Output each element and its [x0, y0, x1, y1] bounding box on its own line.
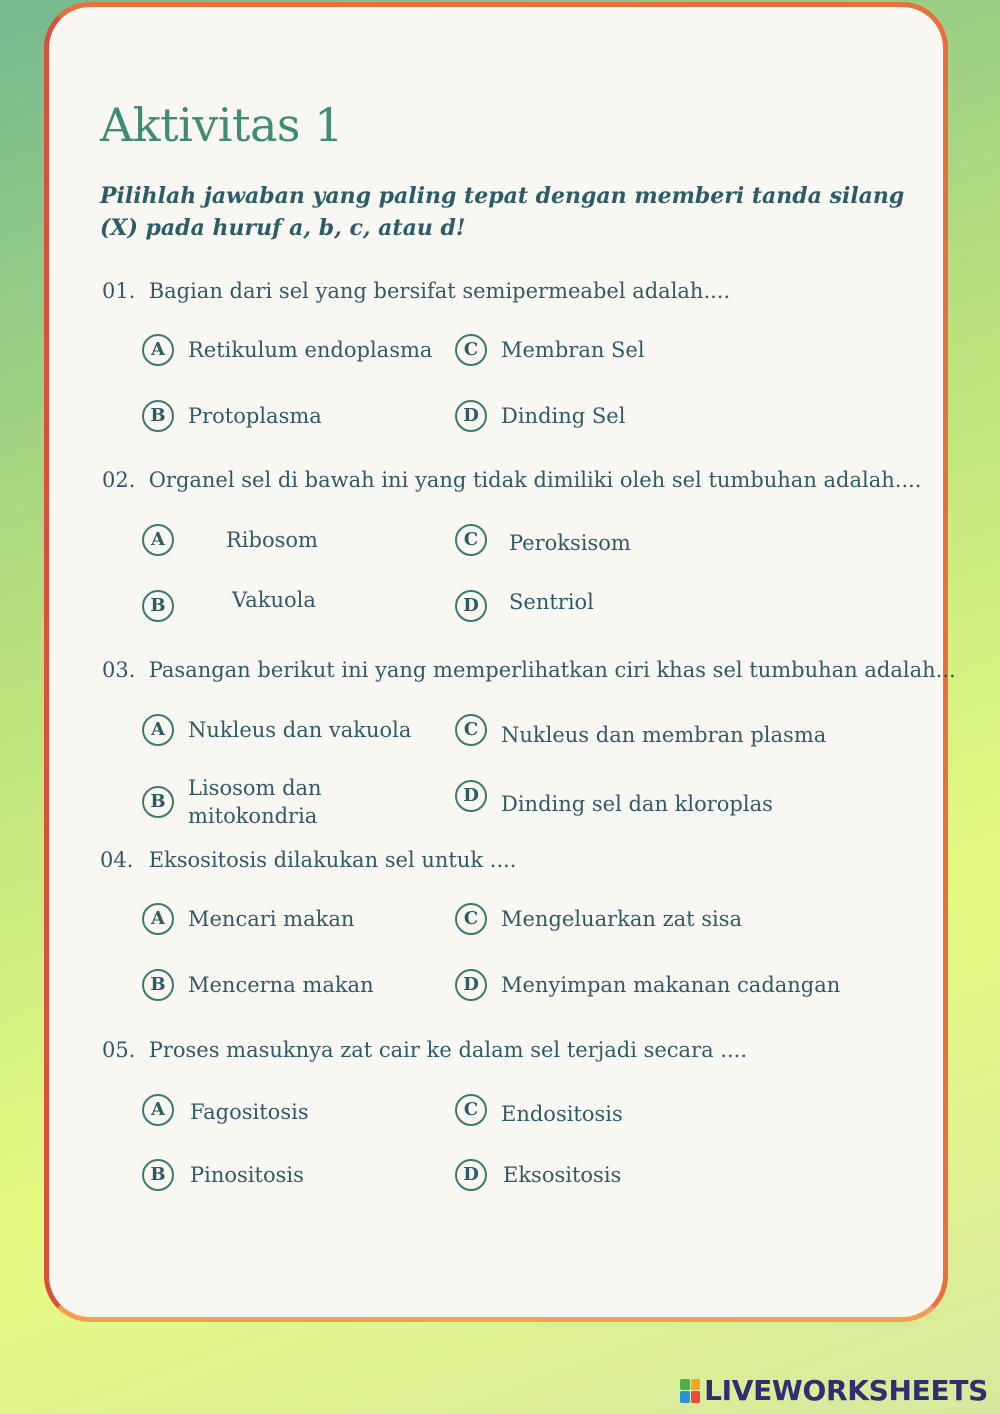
option-text: Endositosis [501, 1102, 623, 1126]
option-letter-a[interactable]: A [142, 903, 174, 935]
option-text: Retikulum endoplasma [188, 338, 433, 362]
question-number: 01. [102, 279, 136, 303]
question-4 [100, 848, 960, 872]
option-1d[interactable] [455, 400, 625, 432]
option-letter-a[interactable]: A [142, 524, 174, 556]
option-text: Dinding Sel [501, 404, 626, 428]
question-2 [102, 468, 962, 492]
option-letter-b[interactable]: B [142, 590, 174, 622]
option-letter-c[interactable]: C [455, 903, 487, 935]
option-text: Nukleus dan vakuola [188, 718, 412, 742]
option-letter-d[interactable]: D [455, 400, 487, 432]
question-text: Eksositosis dilakukan sel untuk .... [148, 848, 517, 872]
option-3d[interactable] [455, 780, 773, 816]
option-text: Membran Sel [501, 338, 645, 362]
liveworksheets-logo[interactable] [680, 1374, 988, 1407]
option-text: Pinositosis [190, 1163, 304, 1187]
option-letter-a[interactable]: A [142, 334, 174, 366]
option-letter-d[interactable]: D [455, 969, 487, 1001]
option-3a[interactable] [142, 714, 411, 746]
option-text: Protoplasma [188, 404, 322, 428]
instruction-text: Pilihlah jawaban yang paling tepat dengan memberi tanda silang (X) pada huruf a, b, c, atau d! [100, 183, 905, 241]
option-letter-c[interactable]: C [455, 524, 487, 556]
option-2b[interactable] [142, 590, 316, 622]
option-text: Menyimpan makanan cadangan [501, 973, 841, 997]
option-4a[interactable] [142, 903, 354, 935]
option-1b[interactable] [142, 400, 322, 432]
option-letter-c[interactable]: C [455, 334, 487, 366]
option-text: Dinding sel dan kloroplas [501, 792, 773, 816]
option-text: Lisosom dan mitokondria [188, 776, 322, 828]
option-letter-c[interactable]: C [455, 714, 487, 746]
page-title: Aktivitas 1 [100, 98, 343, 152]
question-number: 05. [102, 1038, 136, 1062]
logo-mark-icon [680, 1379, 700, 1403]
option-3c[interactable] [455, 714, 826, 746]
option-2d[interactable] [455, 590, 594, 622]
question-1 [102, 279, 962, 303]
option-3b[interactable] [142, 774, 382, 830]
option-text: Sentriol [509, 590, 594, 614]
option-text: Peroksisom [509, 531, 631, 555]
question-5 [102, 1038, 962, 1062]
option-letter-a[interactable]: A [142, 714, 174, 746]
option-1a[interactable] [142, 334, 432, 366]
option-4c[interactable] [455, 903, 742, 935]
option-text: Vakuola [232, 588, 316, 612]
question-number: 04. [100, 848, 134, 872]
option-5b[interactable] [142, 1159, 304, 1191]
option-letter-d[interactable]: D [455, 780, 487, 812]
option-letter-b[interactable]: B [142, 969, 174, 1001]
option-5d[interactable] [455, 1159, 621, 1191]
question-3 [102, 658, 962, 682]
option-1c[interactable] [455, 334, 645, 366]
option-text: Mencari makan [188, 907, 355, 931]
option-letter-b[interactable]: B [142, 400, 174, 432]
option-letter-b[interactable]: B [142, 786, 174, 818]
logo-text: LIVEWORKSHEETS [704, 1374, 988, 1407]
option-letter-c[interactable]: C [455, 1094, 487, 1126]
option-letter-b[interactable]: B [142, 1159, 174, 1191]
option-5c[interactable] [455, 1094, 623, 1126]
option-5a[interactable] [142, 1094, 309, 1126]
option-letter-d[interactable]: D [455, 1159, 487, 1191]
question-text: Pasangan berikut ini yang memperlihatkan ciri khas sel tumbuhan adalah... [148, 658, 956, 682]
option-letter-d[interactable]: D [455, 590, 487, 622]
question-number: 02. [102, 468, 136, 492]
option-text: Ribosom [226, 528, 318, 552]
option-text: Fagositosis [190, 1100, 309, 1124]
option-letter-a[interactable]: A [142, 1094, 174, 1126]
option-text: Mengeluarkan zat sisa [501, 907, 743, 931]
option-2c[interactable] [455, 524, 631, 556]
question-text: Bagian dari sel yang bersifat semipermeabel adalah.... [148, 279, 731, 303]
question-text: Organel sel di bawah ini yang tidak dimiliki oleh sel tumbuhan adalah.... [148, 468, 922, 492]
question-text: Proses masuknya zat cair ke dalam sel terjadi secara .... [148, 1038, 748, 1062]
option-4b[interactable] [142, 969, 374, 1001]
question-number: 03. [102, 658, 136, 682]
option-text: Eksositosis [503, 1163, 622, 1187]
option-text: Nukleus dan membran plasma [501, 723, 827, 747]
option-2a[interactable] [142, 524, 318, 556]
option-text: Mencerna makan [188, 973, 374, 997]
option-4d[interactable] [455, 969, 840, 1001]
